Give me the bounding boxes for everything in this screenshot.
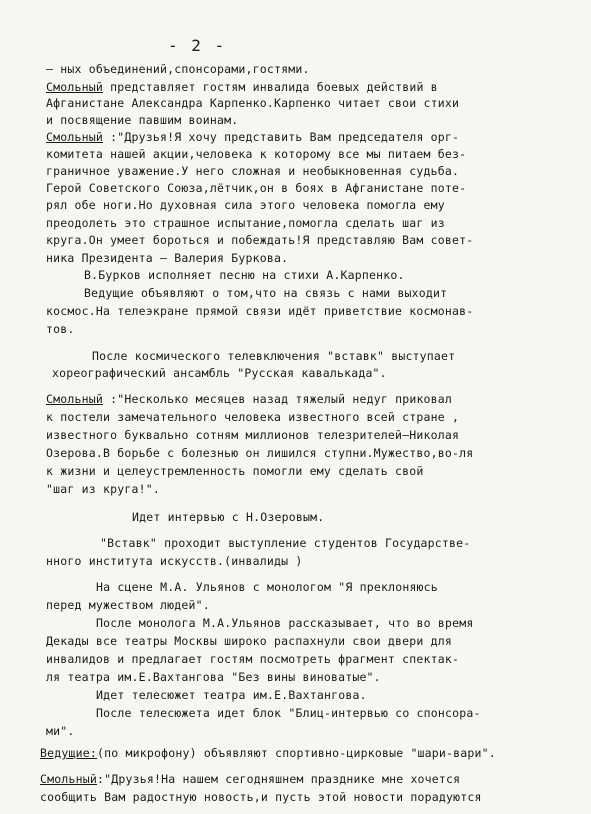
speaker-label: Смольный bbox=[46, 392, 103, 406]
speaker-label: Смольный bbox=[46, 130, 103, 144]
text-line: Ведущие объявляют о том,что на связь с нами выходит bbox=[84, 286, 448, 300]
text-line: ми". bbox=[46, 724, 75, 738]
text-line: хореографический ансамбль "Русская кавалькада". bbox=[52, 366, 387, 380]
text-line: Озерова.В борьбе с болезнью он лишился ступни.Мужество,во-ля bbox=[46, 446, 474, 460]
speaker-label: Ведущие: bbox=[40, 746, 97, 760]
text-line: "шаг из круга!". bbox=[46, 482, 160, 496]
text-line: Смольный :"Несколько месяцев назад тяжелый недуг приковал bbox=[46, 392, 453, 406]
text-line: граничное уважение.У него сложная и необыкновенная судьба. bbox=[46, 164, 460, 178]
text-line: Смольный :"Друзья!Я хочу представить Вам председателя орг- bbox=[46, 130, 460, 144]
text-line: к постели замечательного человека известного всей стране , bbox=[46, 410, 460, 424]
text-line: Афганистане Александра Карпенко.Карпенко читает свои стихи bbox=[46, 96, 460, 110]
text-line: известного буквально сотням миллионов телезрителей–Николая bbox=[46, 428, 460, 442]
text-line: преодолеть это страшное испытание,помогла сделать шаг из bbox=[46, 216, 445, 230]
text-line: Герой Советского Союза,лётчик,он в боях в Афганистане поте- bbox=[46, 181, 467, 195]
speaker-label: Смольный bbox=[40, 772, 97, 786]
text-line: Смольный представляет гостям инвалида боевых действий в bbox=[46, 80, 438, 94]
text-line: сообщить Вам радостную новость,и пусть этой новости порадуются bbox=[40, 790, 482, 804]
text-line: Идет телесюжет театра им.Е.Вахтангова. bbox=[96, 688, 367, 702]
text-line: В.Бурков исполняет песню на стихи А.Карпенко. bbox=[84, 268, 405, 282]
text-line: После космического телевключения "вставк" выступает bbox=[92, 349, 456, 363]
text-line: Идет интервью с Н.Озеровым. bbox=[132, 510, 325, 524]
text-line: ника Президента – Валерия Буркова. bbox=[46, 251, 289, 265]
text-line: космос.На телеэкране прямой связи идёт приветствие космонав- bbox=[46, 304, 474, 318]
text-line: рял обе ноги.Но духовная сила этого человека помогла ему bbox=[46, 198, 445, 212]
text-line: Смольный:"Друзья!На нашем сегодняшнем празднике мне хочется bbox=[40, 772, 461, 786]
text-line: перед мужеством людей". bbox=[46, 598, 210, 612]
text-line: тов. bbox=[46, 322, 75, 336]
text-line: круга.Он умеет бороться и побеждать!Я представляю Вам совет- bbox=[46, 233, 474, 247]
text-line: инвалидов и предлагает гостям посмотреть фрагмент спектак- bbox=[46, 652, 460, 666]
speaker-label: Смольный bbox=[46, 80, 103, 94]
text-line: На сцене М.А. Ульянов с монологом "Я преклоняюсь bbox=[96, 580, 438, 594]
text-line: После монолога М.А.Ульянов рассказывает, что во время bbox=[96, 616, 474, 630]
page-number: - 2 - bbox=[168, 36, 227, 55]
text-line: нного института искусств.(инвалиды ) bbox=[46, 554, 303, 568]
text-line: комитета нашей акции,человека к которому все мы питаем без- bbox=[46, 147, 467, 161]
text-line: – ных объединений,спонсорами,гостями. bbox=[46, 62, 310, 76]
text-line: После телесюжета идет блок "Блиц-интервью со спонсора- bbox=[96, 706, 481, 720]
text-line: "Вставк" проходит выступление студентов Государстве- bbox=[100, 536, 471, 550]
text-line: ля театра им.Е.Вахтангова "Без вины виноватые". bbox=[46, 670, 381, 684]
text-line: и посвящение павшим воинам. bbox=[46, 113, 239, 127]
text-line: Ведущие:(по микрофону) объявляют спортивно-цирковые "шари-вари". bbox=[40, 746, 496, 760]
text-line: к жизни и целеустремленность помогли ему сделать свой bbox=[46, 464, 424, 478]
text-line: Декады все театры Москвы широко распахнули свои двери для bbox=[46, 634, 453, 648]
